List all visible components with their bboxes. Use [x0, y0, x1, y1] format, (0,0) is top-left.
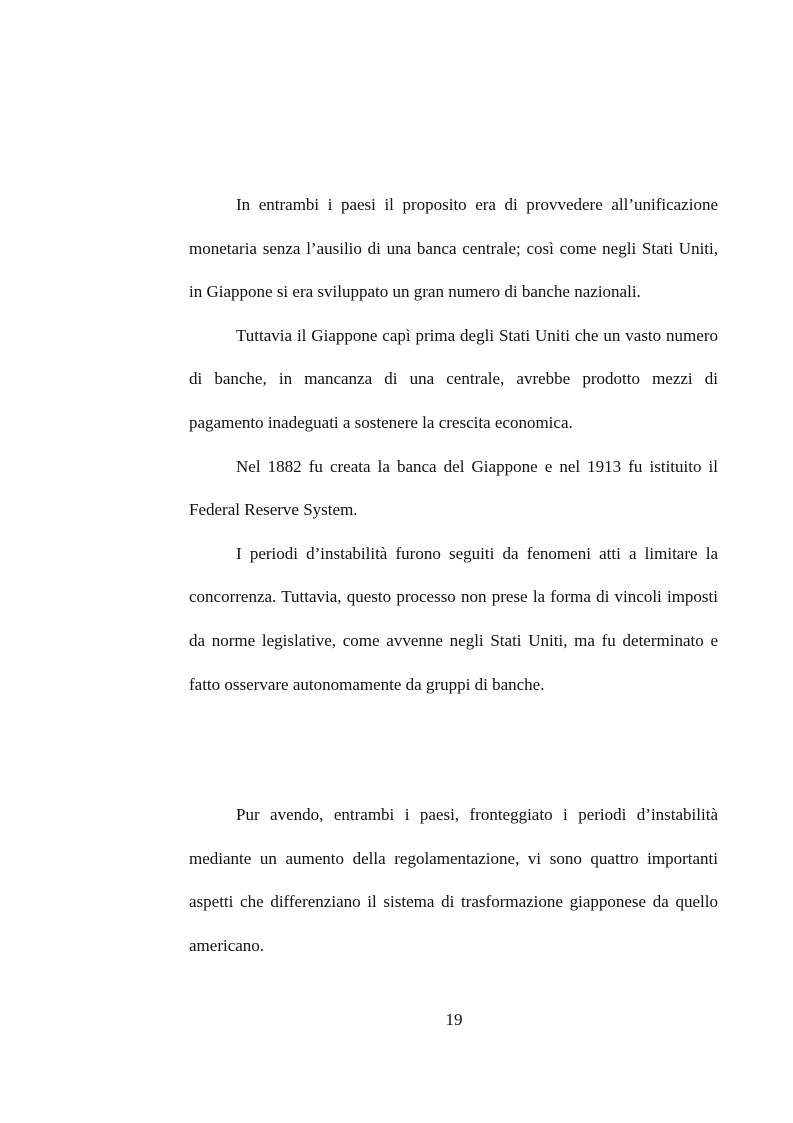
page-number: 19: [445, 1010, 463, 1029]
paragraph-5: Pur avendo, entrambi i paesi, fronteggiato i periodi d’instabilità mediante un aumento della regolamentazione, vi sono quattro importanti aspetti che differenziano il sistema di trasformazione giapponese da quello americano.: [189, 805, 718, 955]
body-text-section-2: [189, 793, 718, 967]
paragraph-3: Nel 1882 fu creata la banca del Giappone e nel 1913 fu istituito il Federal Reserve System.: [189, 456, 718, 520]
paragraph-2: Tuttavia il Giappone capì prima degli Stati Uniti che un vasto numero di banche, in mancanza di una centrale, avrebbe prodotto mezzi di pagamento inadeguati a sostenere la crescita economica.: [189, 325, 718, 432]
body-text-section: [189, 183, 718, 706]
paragraph-1: In entrambi i paesi il proposito era di provvedere all’unificazione monetaria senza l’ausilio di una banca centrale; così come negli Stati Uniti, in Giappone si era sviluppato un gran numero di banche nazionali.: [189, 195, 718, 302]
paragraph-4: I periodi d’instabilità furono seguiti da fenomeni atti a limitare la concorrenza. Tuttavia, questo processo non prese la forma di vincoli imposti da norme legislative, come avvenne negli Stati Uniti, ma fu determinato e fatto osservare autonomamente da gruppi di banche.: [189, 543, 718, 694]
